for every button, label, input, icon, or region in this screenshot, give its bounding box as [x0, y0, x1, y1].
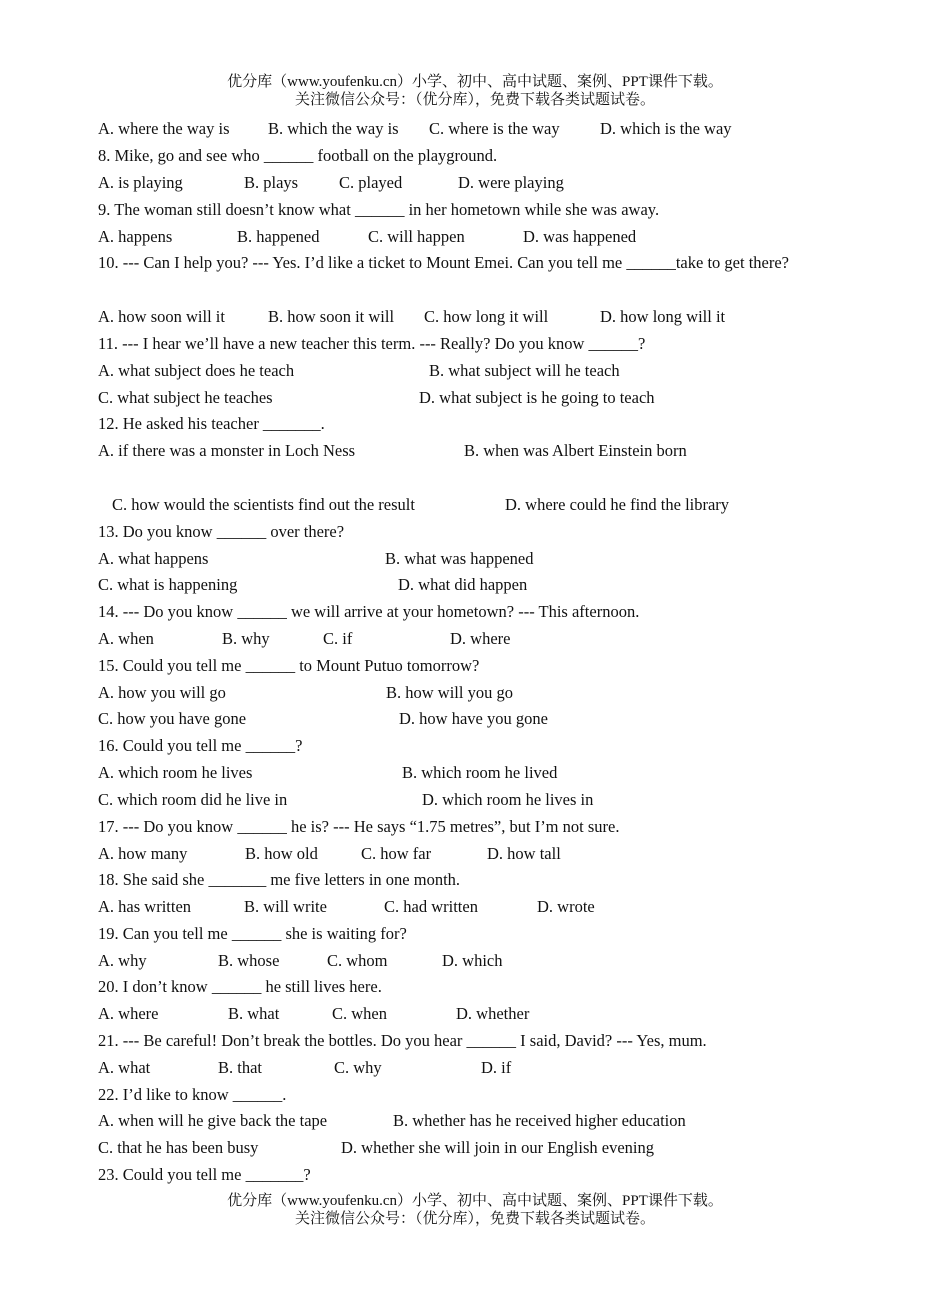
q19-option-a: A. why [98, 951, 147, 970]
q12-option-a: A. if there was a monster in Loch Ness [98, 441, 356, 460]
q9-option-a: A. happens [98, 227, 173, 246]
q14-stem: 14. --- Do you know ______ we will arrive at your hometown? --- This afternoon. [98, 602, 640, 621]
q16-stem: 16. Could you tell me ______? [98, 736, 303, 755]
q14-option-a: A. when [98, 629, 154, 648]
q11-option-b: B. what subject will he teach [429, 361, 620, 380]
q18-option-d: D. wrote [537, 897, 595, 916]
q21-option-c: C. why [334, 1058, 382, 1077]
q9-option-c: C. will happen [368, 227, 465, 246]
q14-option-b: B. why [222, 629, 270, 648]
footer-line-1: 优分库（www.youfenku.cn）小学、初中、高中试题、案例、PPT课件下载。 [227, 1193, 723, 1209]
q20-stem: 20. I don’t know ______ he still lives here. [98, 977, 382, 996]
q20-option-c: C. when [332, 1004, 387, 1023]
q17-option-b: B. how old [245, 844, 318, 863]
q21-option-d: D. if [481, 1058, 512, 1077]
q18-option-c: C. had written [384, 897, 478, 916]
page-footer [0, 1192, 950, 1228]
q11-option-a: A. what subject does he teach [98, 361, 295, 380]
q21-option-b: B. that [218, 1058, 262, 1077]
q12-option-d: D. where could he find the library [505, 495, 730, 514]
q15-option-b: B. how will you go [386, 683, 513, 702]
header-line-2: 关注微信公众号：（优分库），免费下载各类试题试卷。 [294, 92, 655, 108]
q10-option-c: C. how long it will [424, 307, 549, 326]
q19-option-d: D. which [442, 951, 503, 970]
q15-option-d: D. how have you gone [399, 709, 548, 728]
header-line-1: 优分库（www.youfenku.cn）小学、初中、高中试题、案例、PPT课件下载。 [227, 74, 723, 90]
q16-option-b: B. which room he lived [402, 763, 558, 782]
q17-option-c: C. how far [361, 844, 432, 863]
q18-option-b: B. will write [244, 897, 327, 916]
q8-stem: 8. Mike, go and see who ______ football on the playground. [98, 146, 498, 165]
q10-stem: 10. --- Can I help you? --- Yes. I’d like a ticket to Mount Emei. Can you tell me ______take to get there? [98, 253, 789, 272]
q22-option-a: A. when will he give back the tape [98, 1111, 328, 1130]
q10-option-b: B. how soon it will [268, 307, 395, 326]
q11-option-d: D. what subject is he going to teach [419, 388, 655, 407]
q7-option-d: D. which is the way [600, 119, 732, 138]
footer-line-2: 关注微信公众号：（优分库），免费下载各类试题试卷。 [294, 1211, 655, 1227]
q13-stem: 13. Do you know ______ over there? [98, 522, 345, 541]
q22-option-d: D. whether she will join in our English evening [341, 1138, 654, 1157]
q18-stem: 18. She said she _______ me five letters in one month. [98, 870, 461, 889]
q17-option-d: D. how tall [487, 844, 561, 863]
q14-option-c: C. if [323, 629, 353, 648]
q7-option-c: C. where is the way [429, 119, 560, 138]
q21-stem: 21. --- Be careful! Don’t break the bottles. Do you hear ______ I said, David? --- Yes, mum. [98, 1031, 707, 1050]
q12-stem: 12. He asked his teacher _______. [98, 414, 325, 433]
q16-option-d: D. which room he lives in [422, 790, 594, 809]
q22-option-b: B. whether has he received higher education [393, 1111, 686, 1130]
q19-option-b: B. whose [218, 951, 280, 970]
q20-option-d: D. whether [456, 1004, 530, 1023]
q10-option-a: A. how soon will it [98, 307, 225, 326]
q17-stem: 17. --- Do you know ______ he is? --- He says “1.75 metres”, but I’m not sure. [98, 817, 620, 836]
q19-option-c: C. whom [327, 951, 388, 970]
q13-option-a: A. what happens [98, 549, 209, 568]
q12-option-c: C. how would the scientists find out the result [112, 495, 415, 514]
q8-option-c: C. played [339, 173, 403, 192]
q22-stem: 22. I’d like to know ______. [98, 1085, 287, 1104]
q16-option-c: C. which room did he live in [98, 790, 288, 809]
q9-stem: 9. The woman still doesn’t know what ______ in her hometown while she was away. [98, 200, 660, 219]
q8-option-d: D. were playing [458, 173, 564, 192]
q21-option-a: A. what [98, 1058, 151, 1077]
q12-option-b: B. when was Albert Einstein born [464, 441, 687, 460]
q14-option-d: D. where [450, 629, 511, 648]
q13-option-c: C. what is happening [98, 575, 238, 594]
q10-option-d: D. how long will it [600, 307, 726, 326]
q23-stem: 23. Could you tell me _______? [98, 1165, 311, 1184]
q17-option-a: A. how many [98, 844, 188, 863]
q22-option-c: C. that he has been busy [98, 1138, 259, 1157]
page-header [0, 73, 950, 109]
q13-option-b: B. what was happened [385, 549, 534, 568]
q11-stem: 11. --- I hear we’ll have a new teacher this term. --- Really? Do you know ______? [98, 334, 646, 353]
q20-option-b: B. what [228, 1004, 280, 1023]
q8-option-a: A. is playing [98, 173, 183, 192]
q19-stem: 19. Can you tell me ______ she is waiting for? [98, 924, 407, 943]
q20-option-a: A. where [98, 1004, 159, 1023]
q7-option-b: B. which the way is [268, 119, 399, 138]
q18-option-a: A. has written [98, 897, 192, 916]
q7-option-a: A. where the way is [98, 119, 230, 138]
q13-option-d: D. what did happen [398, 575, 528, 594]
q16-option-a: A. which room he lives [98, 763, 253, 782]
q15-option-a: A. how you will go [98, 683, 226, 702]
q9-option-b: B. happened [237, 227, 320, 246]
q15-stem: 15. Could you tell me ______ to Mount Putuo tomorrow? [98, 656, 480, 675]
q8-option-b: B. plays [244, 173, 299, 192]
q15-option-c: C. how you have gone [98, 709, 247, 728]
q9-option-d: D. was happened [523, 227, 637, 246]
q11-option-c: C. what subject he teaches [98, 388, 273, 407]
